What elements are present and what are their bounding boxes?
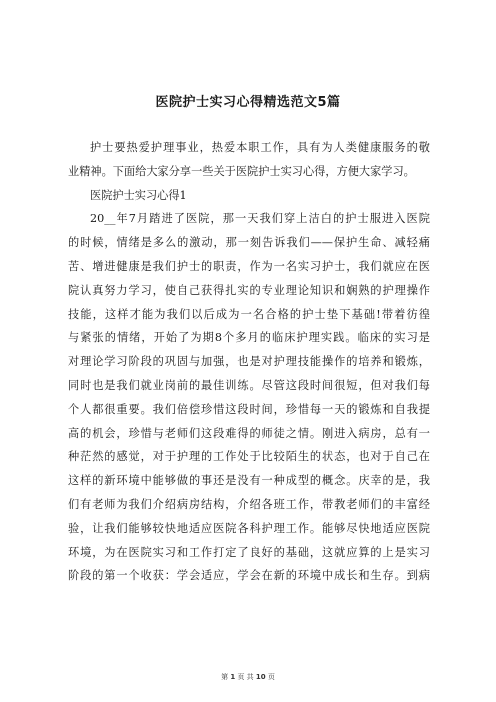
body-line: 护士要热爱护理事业，热爱本职工作，具有为人类健康服务的敬 bbox=[90, 141, 430, 154]
footer-prefix: 第 bbox=[221, 673, 229, 681]
current-page-number: 1 bbox=[230, 673, 236, 681]
body-line: 院认真努力学习，使自己获得扎实的专业理论知识和娴熟的护理操作 bbox=[68, 283, 430, 297]
body-line: 环境，为在医院实习和工作打定了良好的基础，这就应算的上是实习 bbox=[68, 545, 430, 559]
footer-middle: 页 共 bbox=[237, 673, 254, 681]
body-line: 阶段的第一个收获：学会适应，学会在新的环境中成长和生存。到病 bbox=[68, 569, 430, 583]
body-line: 与紧张的情绪，开始了为期8个多月的临床护理实践。临床的实习是 bbox=[68, 331, 430, 345]
body-line: 技能，这样才能为我们以后成为一名合格的护士垫下基础!带着彷徨 bbox=[68, 307, 430, 321]
body-line: 医院护士实习心得1 bbox=[90, 188, 187, 202]
body-line: 20__年7月踏进了医院，那一天我们穿上洁白的护士服进入医院 bbox=[90, 212, 430, 226]
document-body bbox=[68, 136, 430, 588]
footer-suffix: 页 bbox=[267, 673, 275, 681]
body-line: 验，让我们能够较快地适应医院各科护理工作。能够尽快地适应医院 bbox=[68, 521, 430, 535]
body-line: 苦、增进健康是我们护士的职责，作为一名实习护士，我们就应在医 bbox=[68, 259, 430, 273]
body-line: 对理论学习阶段的巩固与加强，也是对护理技能操作的培养和锻炼， bbox=[68, 355, 430, 369]
body-line: 个人都很重要。我们倍偿珍惜这段时间，珍惜每一天的锻炼和自我提 bbox=[68, 402, 430, 416]
body-line: 业精神。下面给大家分享一些关于医院护士实习心得，方便大家学习。 bbox=[68, 164, 415, 178]
body-line: 的时候，情绪是多么的激动，那一刻告诉我们——保护生命、减轻痛 bbox=[68, 236, 430, 250]
body-line: 们有老师为我们介绍病房结构，介绍各班工作，带教老师们的丰富经 bbox=[68, 497, 430, 511]
body-line: 高的机会，珍惜与老师们这段难得的师徒之情。刚进入病房，总有一 bbox=[68, 426, 430, 440]
document-title: 医院护士实习心得精选范文5篇 bbox=[155, 95, 341, 110]
page-footer bbox=[0, 672, 496, 682]
body-line: 种茫然的感觉，对于护理的工作处于比较陌生的状态，也对于自己在 bbox=[68, 450, 430, 464]
body-line: 这样的新环境中能够做的事还是没有一种成型的概念。庆幸的是，我 bbox=[68, 474, 430, 488]
body-line: 同时也是我们就业岗前的最佳训练。尽管这段时间很短，但对我们每 bbox=[68, 378, 430, 392]
total-page-count: 10 bbox=[255, 673, 266, 681]
